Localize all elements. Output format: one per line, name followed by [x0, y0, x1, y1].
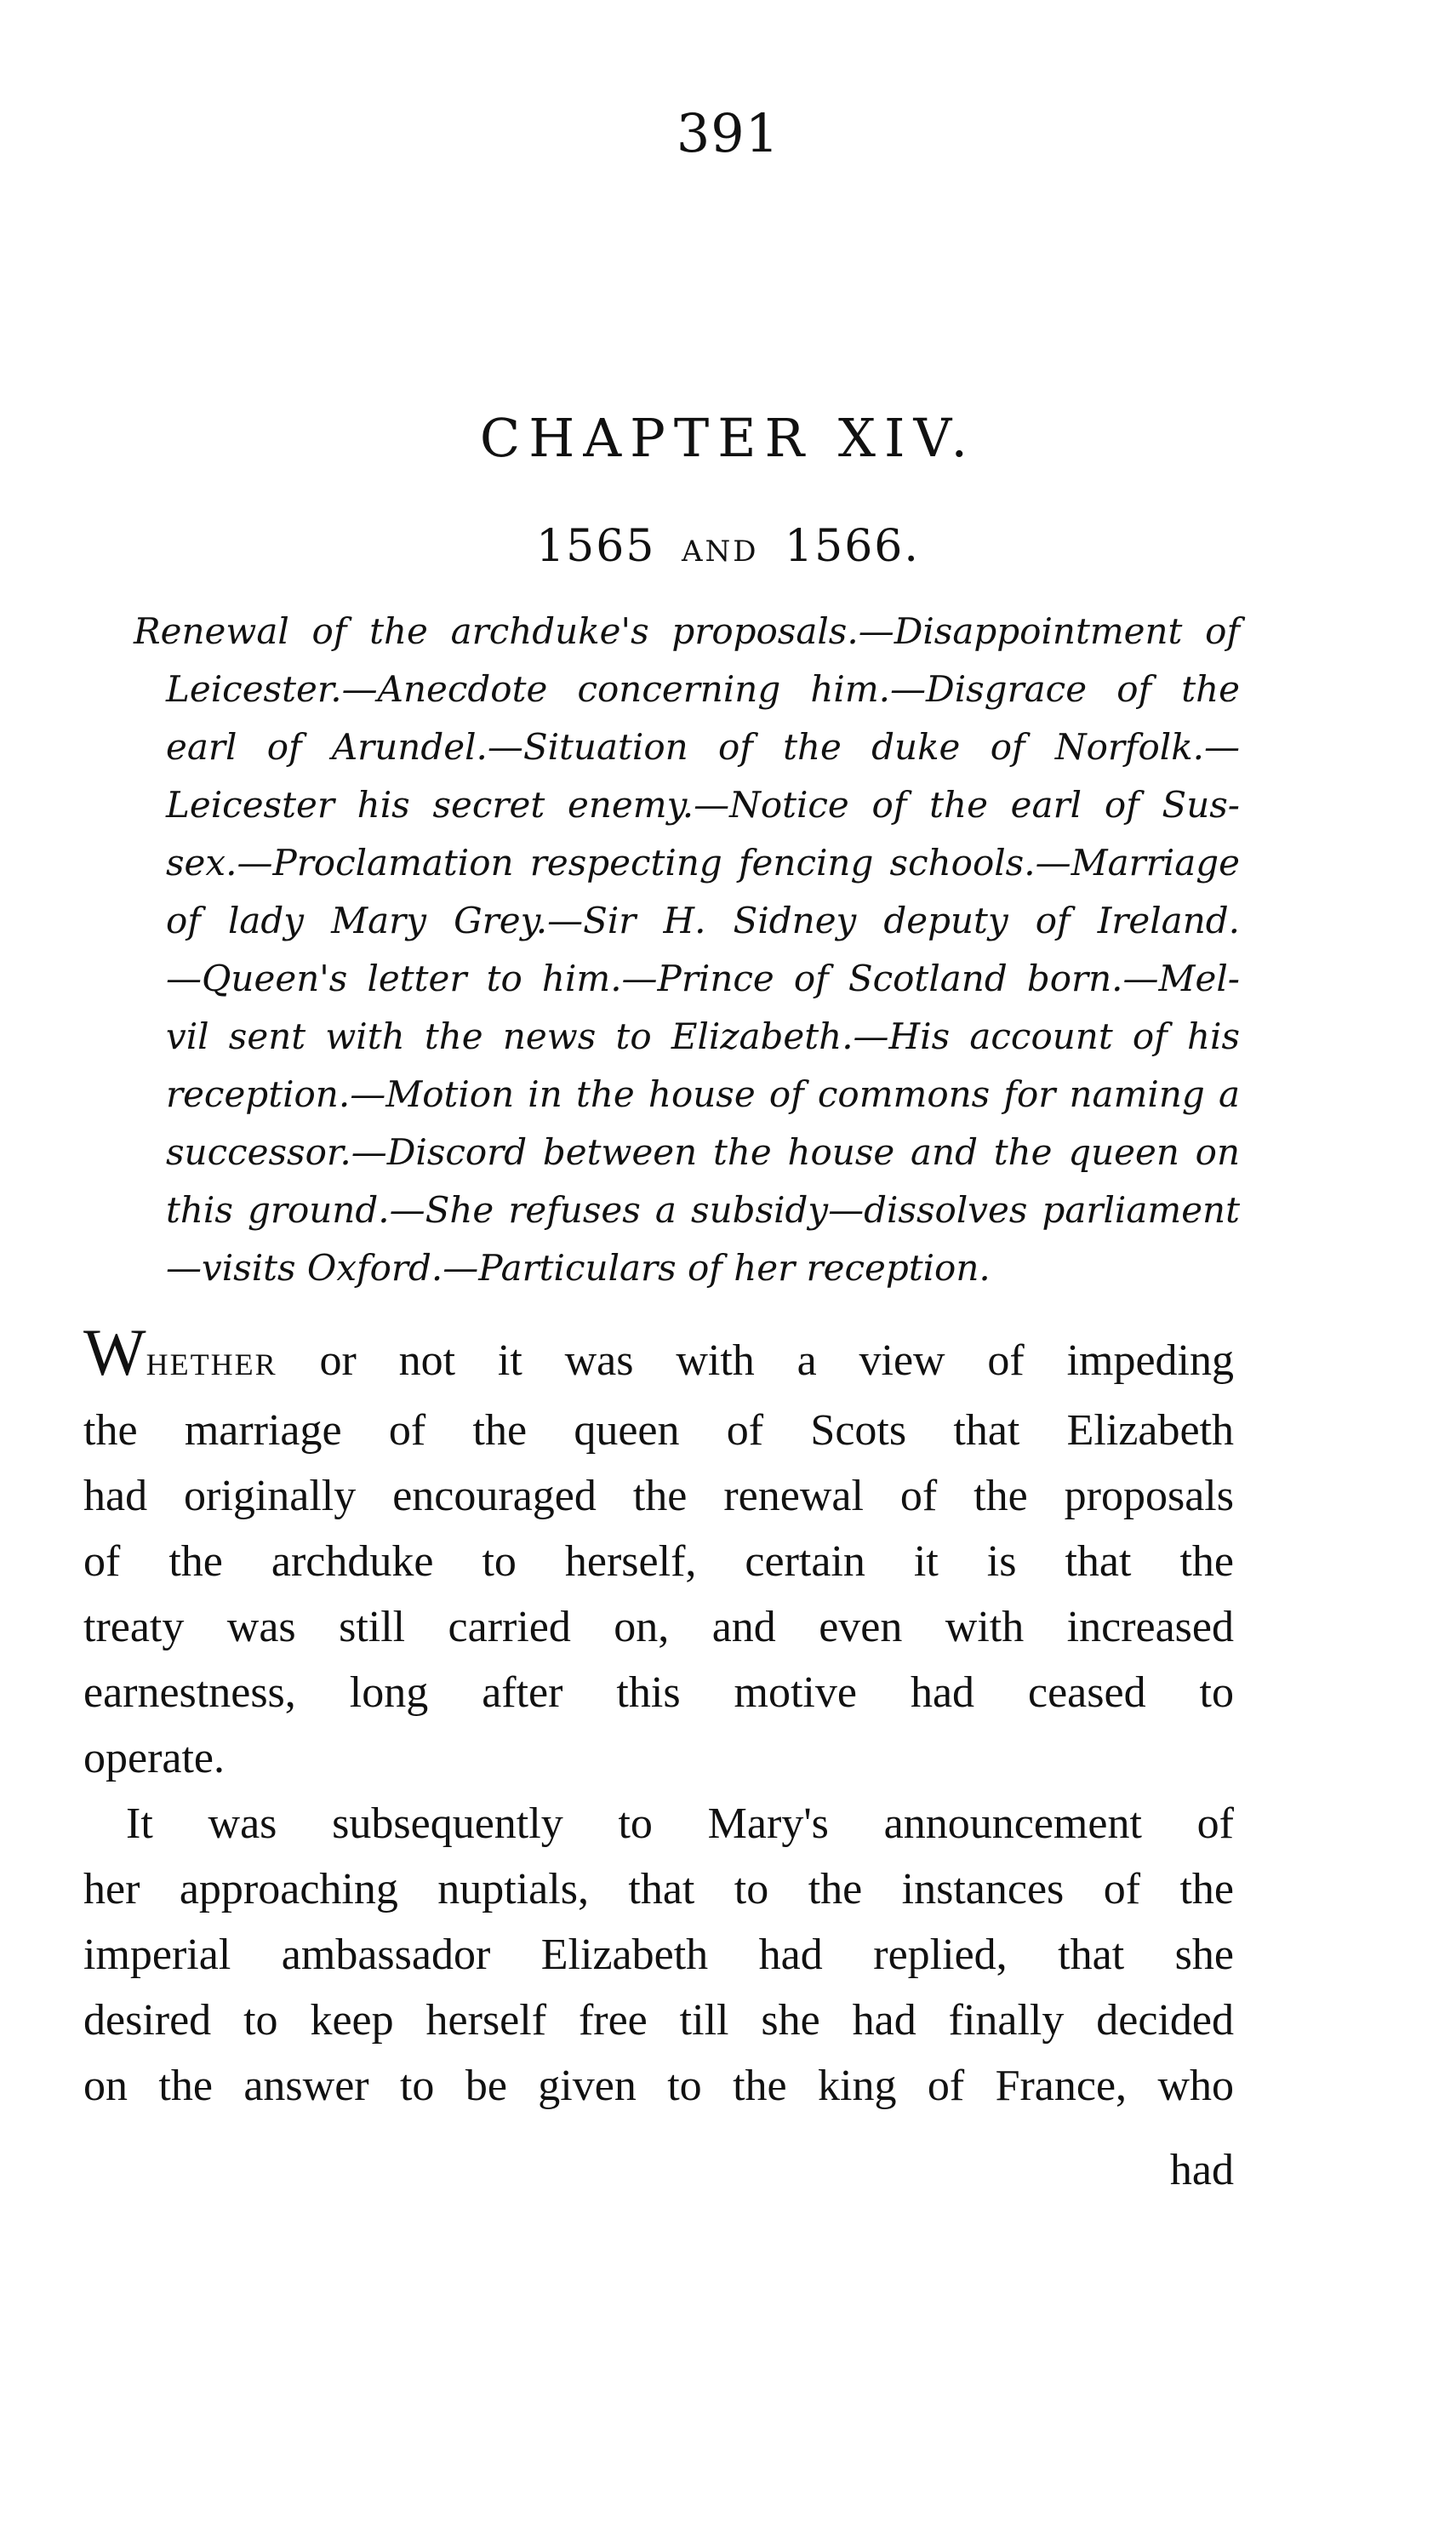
summary-line: sex.—Proclamation respecting fencing schools.—Marriage: [166, 842, 1240, 884]
paragraph-line: the marriage of the queen of Scots that Elizabeth: [83, 1406, 1234, 1455]
paragraph-2: [83, 1791, 1234, 2119]
summary-line: —visits Oxford.—Particulars of her reception.: [166, 1247, 991, 1289]
paragraph-line: had originally encouraged the renewal of the proposals: [83, 1472, 1234, 1520]
summary-line: of lady Mary Grey.—Sir H. Sidney deputy of Ireland.: [166, 900, 1240, 941]
summary-line: reception.—Motion in the house of commons for naming a: [166, 1073, 1240, 1115]
summary-line: Leicester his secret enemy.—Notice of the earl of Sus-: [166, 784, 1240, 826]
summary-line: vil sent with the news to Elizabeth.—His account of his: [166, 1015, 1240, 1057]
year-joiner: AND: [681, 535, 759, 569]
paragraph-line: treaty was still carried on, and even with increased: [83, 1603, 1234, 1651]
paragraph-1: [83, 1315, 1235, 1791]
year-end: 1566.: [785, 521, 920, 572]
paragraph-line: her approaching nuptials, that to the instances of the: [83, 1865, 1234, 1913]
paragraph-line: imperial ambassador Elizabeth had replied, that she: [83, 1931, 1234, 1979]
paragraph-line: earnestness, long after this motive had ceased to: [83, 1668, 1234, 1717]
paragraph-line: operate.: [83, 1734, 226, 1782]
summary-line: successor.—Discord between the house and the queen on: [166, 1131, 1240, 1173]
drop-cap: W: [83, 1315, 146, 1389]
summary-line: Leicester.—Anecdote concerning him.—Disgrace of the: [166, 668, 1240, 710]
paragraph-line: on the answer to be given to the king of France, who: [83, 2062, 1234, 2110]
first-word-smallcaps: HETHER: [146, 1347, 277, 1381]
summary-line: —Queen's letter to him.—Prince of Scotland born.—Mel-: [166, 958, 1240, 999]
chapter-title: CHAPTER XIV.: [479, 407, 977, 469]
body-text: [83, 1315, 1235, 2119]
paragraph-line: [83, 1315, 1235, 1398]
paragraph-line: desired to keep herself free till she had finally decided: [83, 1996, 1234, 2045]
page-number: 391: [676, 102, 780, 164]
catchword: had: [1169, 2146, 1234, 2194]
year-start: 1565: [536, 521, 656, 572]
chapter-years: [0, 521, 1456, 572]
summary-line: this ground.—She refuses a subsidy—dissolves parliament: [166, 1189, 1240, 1231]
paragraph-line: of the archduke to herself, certain it is that the: [83, 1537, 1234, 1586]
line-text: or not it was with a view of impeding: [319, 1336, 1235, 1385]
summary-line: Renewal of the archduke's proposals.—Disappointment of: [134, 610, 1240, 652]
chapter-summary: [134, 603, 1240, 1297]
summary-line: earl of Arundel.—Situation of the duke of Norfolk.—: [166, 726, 1240, 768]
paragraph-line: It was subsequently to Mary's announcement of: [126, 1799, 1234, 1848]
